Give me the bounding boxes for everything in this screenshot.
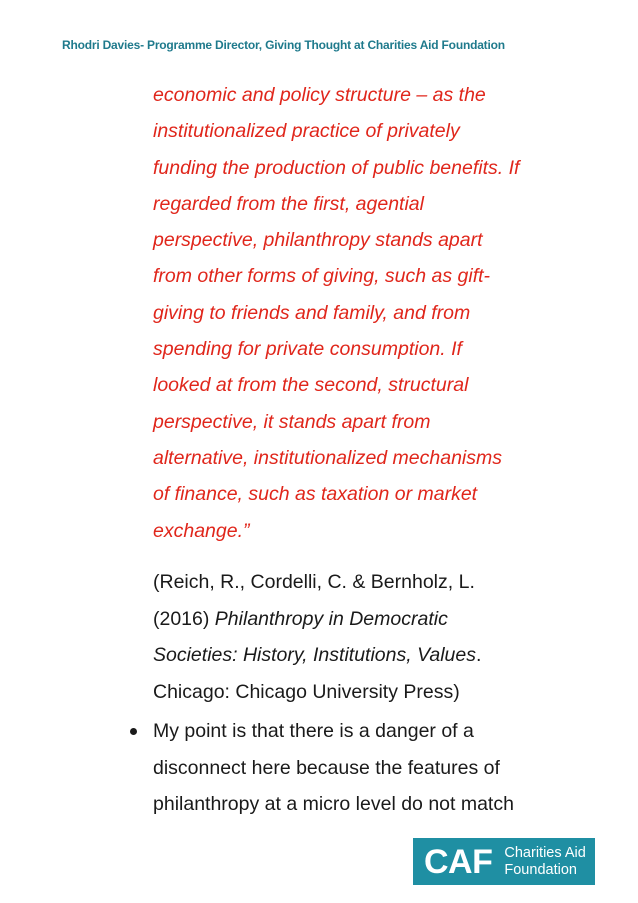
logo-line-2: Foundation <box>504 861 577 878</box>
citation-block <box>153 564 573 711</box>
bullet-icon <box>130 728 137 735</box>
quote-line: perspective, it stands apart from <box>153 410 431 433</box>
caf-logo <box>413 838 595 885</box>
quote-line: alternative, institutionalized mechanisms <box>153 446 503 469</box>
citation-title-continued <box>153 637 573 674</box>
citation-authors: (Reich, R., Cordelli, C. & Bernholz, L. <box>153 571 475 593</box>
citation-title-part1: Philanthropy in Democratic <box>214 607 448 630</box>
page-header: Rhodri Davies- Programme Director, Giving Thought at Charities Aid Foundation <box>62 38 505 52</box>
quote-line: from other forms of giving, such as gift- <box>153 265 491 288</box>
bullet-line: My point is that there is a danger of a <box>153 720 474 742</box>
quote-line: institutionalized practice of privately <box>153 120 460 143</box>
quote-line: funding the production of public benefits. If <box>153 156 520 179</box>
quote-line: perspective, philanthropy stands apart <box>153 229 483 252</box>
quote-line: regarded from the first, agential <box>153 192 424 215</box>
logo-wordmark <box>504 845 585 879</box>
bullet-line: disconnect here because the features of <box>153 756 500 779</box>
citation-title-part2: Societies: History, Institutions, Values <box>153 644 476 667</box>
quote-line: spending for private consumption. If <box>153 338 462 361</box>
citation-year-title <box>153 601 573 638</box>
quote-line: economic and policy structure – as the <box>153 84 486 106</box>
bullet-text <box>153 713 583 823</box>
citation-publisher: Chicago: Chicago University Press) <box>153 681 460 704</box>
citation-period: . <box>475 644 482 667</box>
quote-block <box>153 77 573 549</box>
quote-line: exchange.” <box>153 519 250 542</box>
citation-year: (2016) <box>153 607 215 630</box>
quote-line: giving to friends and family, and from <box>153 301 471 324</box>
quote-line: looked at from the second, structural <box>153 374 469 397</box>
quote-line: of finance, such as taxation or market <box>153 483 478 506</box>
logo-line-1: Charities Aid <box>504 844 586 861</box>
bullet-line: philanthropy at a micro level do not match <box>153 793 514 815</box>
logo-mark: CAF <box>424 842 493 881</box>
